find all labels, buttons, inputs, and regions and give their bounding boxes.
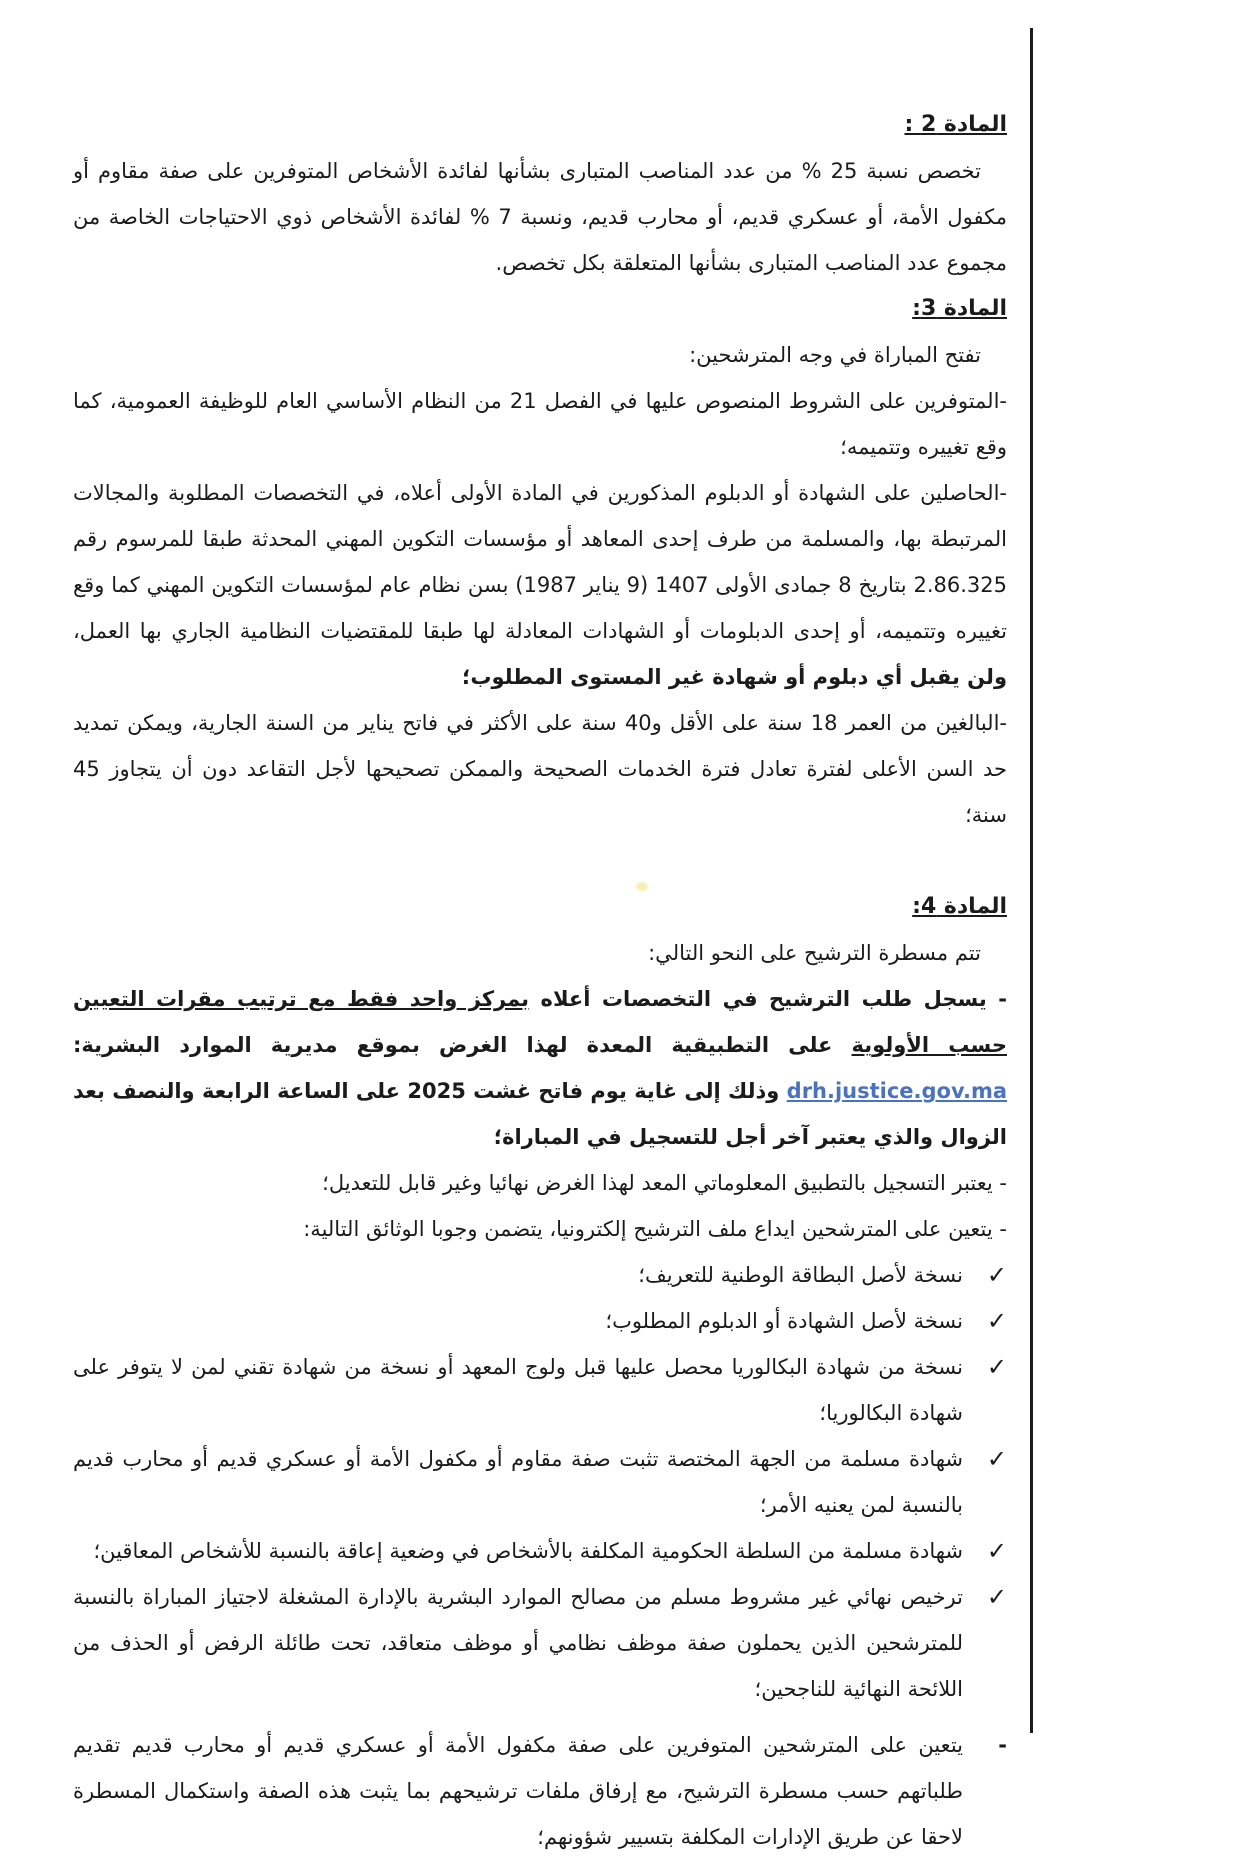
check-item-text: شهادة مسلمة من السلطة الحكومية المكلفة بالأشخاص في وضعية إعاقة بالنسبة للأشخاص المعاقين؛ (93, 1539, 963, 1563)
checkmark-icon: ✓ (986, 1261, 1007, 1289)
document-content (73, 102, 1007, 1860)
article-3-item-conditions: -المتوفرين على الشروط المنصوص عليها في الفصل 21 من النظام الأساسي العام للوظيفة العمومية، كما وقع تغييره وتتميمه؛ (73, 389, 1007, 459)
check-item-status-certificate (73, 1436, 1007, 1528)
article-3-item-diploma (73, 470, 1007, 700)
registration-text-deadline: وذلك إلى غاية يوم فاتح غشت 2025 على الساعة الرابعة والنصف بعد الزوال والذي يعتبر آخر أجل للتسجيل في المباراة؛ (73, 1079, 1007, 1149)
check-item-baccalaureate (73, 1344, 1007, 1436)
drh-portal-link[interactable]: drh.justice.gov.ma (786, 1079, 1007, 1103)
check-item-diploma-copy (73, 1298, 1007, 1344)
dash-icon: - (998, 1733, 1007, 1757)
check-item-text: ترخيص نهائي غير مشروط مسلم من مصالح الموارد البشرية بالإدارة المشغلة لاجتياز المباراة بالنسبة للمترشحين الذين يحملون صفة موظف نظامي أو موظف متعاقد، تحت طائلة الرفض أو الحذف من اللائحة النهائية للناجحين؛ (73, 1585, 963, 1701)
article-3-item-diploma-text: -الحاصلين على الشهادة أو الدبلوم المذكورين في المادة الأولى أعلاه، في التخصصات المطلوبة والمجالات المرتبطة بها، والمسلمة من طرف إحدى المعاهد أو مؤسسات التكوين المهني المحدثة طبقا للمرسوم رقم 2.86.325 بتاريخ 8 جمادى الأولى 1407 (9 يناير 1987) بسن نظام عام لمؤسسات التكوين المهني كما وقع تغييره وتتميمه، أو إحدى الدبلومات أو الشهادات المعادلة لها طبقا للمقتضيات النظامية الجاري بها العمل، (73, 481, 1007, 643)
check-item-national-id (73, 1252, 1007, 1298)
checkmark-icon: ✓ (986, 1353, 1007, 1381)
article-4-intro: تتم مسطرة الترشيح على النحو التالي: (648, 941, 981, 965)
checkmark-icon: ✓ (986, 1537, 1007, 1565)
dash-item-veterans (73, 1722, 1007, 1860)
page-margin-line (1030, 28, 1033, 1733)
article-4-item-deposit: - يتعين على المترشحين ايداع ملف الترشيح إلكترونيا، يتضمن وجوبا الوثائق التالية: (303, 1217, 1007, 1241)
check-item-text: شهادة مسلمة من الجهة المختصة تثبت صفة مقاوم أو مكفول الأمة أو عسكري قديم أو محارب قديم بالنسبة لمن يعنيه الأمر؛ (73, 1447, 963, 1517)
registration-underlined-text: بمركز واحد فقط مع ترتيب مقرات التعيين حسب الأولوية (73, 987, 1007, 1057)
registration-text-mid: على التطبيقية المعدة لهذا الغرض بموقع مديرية الموارد البشرية: (73, 1033, 852, 1057)
article-3-heading: المادة 3: (912, 296, 1007, 321)
check-item-text: نسخة من شهادة البكالوريا محصل عليها قبل ولوج المعهد أو نسخة من شهادة تقني لمن لا يتوفر على شهادة البكالوريا؛ (73, 1355, 963, 1425)
article-4-registration-item (73, 976, 1007, 1160)
checkmark-icon: ✓ (986, 1307, 1007, 1335)
checkmark-icon: ✓ (986, 1583, 1007, 1611)
check-item-text: نسخة لأصل البطاقة الوطنية للتعريف؛ (638, 1263, 963, 1287)
article-2-heading: المادة 2 : (904, 112, 1007, 137)
article-3-intro: تفتح المباراة في وجه المترشحين: (689, 343, 981, 367)
dash-item-text: يتعين على المترشحين المتوفرين على صفة مكفول الأمة أو عسكري قديم أو محارب قديم تقديم طلباتهم حسب مسطرة الترشيح، مع إرفاق ملفات ترشيحهم بما يثبت هذه الصفة واستكمال المسطرة لاحقا عن طريق الإدارات المكلفة بتسيير شؤونهم؛ (73, 1733, 963, 1849)
article-2-body: تخصص نسبة 25 % من عدد المناصب المتبارى بشأنها لفائدة الأشخاص المتوفرين على صفة مقاوم أو مكفول الأمة، أو عسكري قديم، أو محارب قديم، ونسبة 7 % لفائدة الأشخاص ذوي الاحتياجات الخاصة من مجموع عدد المناصب المتبارى بشأنها المتعلقة بكل تخصص. (73, 159, 1007, 275)
article-4-item-final-registration: - يعتبر التسجيل بالتطبيق المعلوماتي المعد لهذا الغرض نهائيا وغير قابل للتعديل؛ (322, 1171, 1007, 1195)
article-4-heading: المادة 4: (912, 894, 1007, 919)
check-item-disability-certificate (73, 1528, 1007, 1574)
article-3-item-diploma-bold-text: ولن يقبل أي دبلوم أو شهادة غير المستوى المطلوب؛ (461, 665, 1007, 689)
check-item-employer-authorization (73, 1574, 1007, 1712)
article-3-item-age: -البالغين من العمر 18 سنة على الأقل و40 سنة على الأكثر في فاتح يناير من السنة الجارية، ويمكن تمديد حد السن الأعلى لفترة تعادل فترة الخدمات الصحيحة والممكن تصحيحها لأجل التقاعد دون أن يتجاوز 45 سنة؛ (73, 711, 1007, 827)
checkmark-icon: ✓ (986, 1445, 1007, 1473)
registration-text: - يسجل طلب الترشيح في التخصصات أعلاه (529, 987, 1007, 1011)
check-item-text: نسخة لأصل الشهادة أو الدبلوم المطلوب؛ (605, 1309, 963, 1333)
